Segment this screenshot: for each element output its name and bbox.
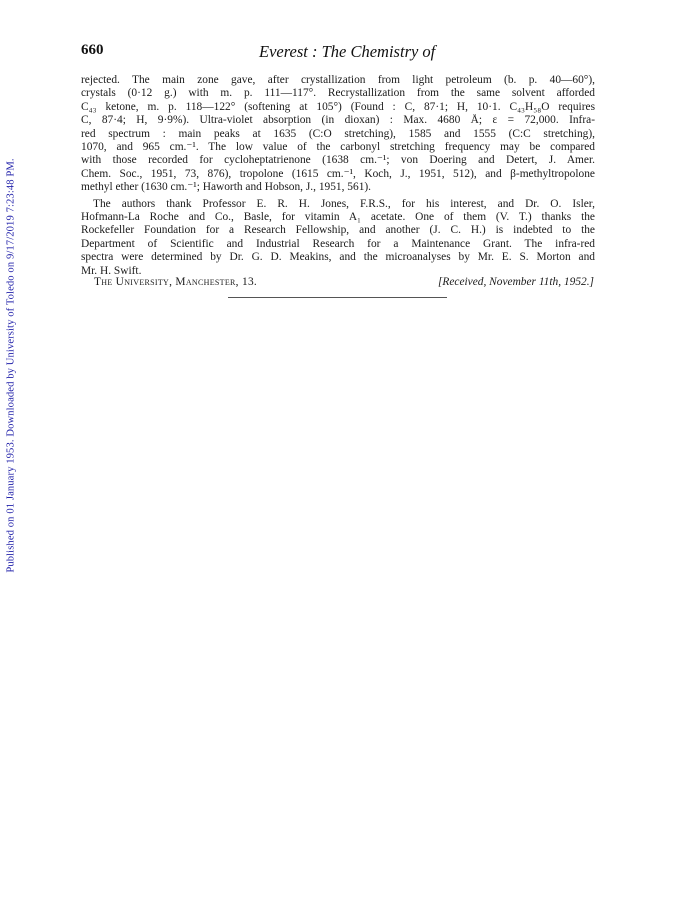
received-date: [Received, November 11th, 1952.] [437,276,594,288]
text-line: crystals (0·12 g.) with m. p. 111—117°. Recrystallization from the same solvent afforded [81,87,595,100]
end-of-article-rule [228,297,447,298]
text-line: with those recorded for cycloheptatrienone (1638 cm.⁻¹; von Doering and Detert, J. Amer. [81,154,595,167]
text-line: Mr. H. Swift. [81,264,142,277]
download-notice-text: Published on 01 January 1953. Downloaded by University of Toledo on 9/17/2019 7:23:48 PM. [5,157,17,573]
text-line: The authors thank Professor E. R. H. Jones, F.R.S., for his interest, and Dr. O. Isler, [93,197,595,210]
text-line: C₄₃ ketone, m. p. 118—122° (softening at 105°) (Found : C, 87·1; H, 10·1. C₄₃H₅₈O requires [81,100,595,113]
text-line: Chem. Soc., 1951, 73, 876), tropolone (1615 cm.⁻¹, Koch, J., 1951, 512), and β-methyltropolone [81,167,595,180]
text-line: Hofmann-La Roche and Co., Basle, for vitamin A₁ acetate. One of them (V. T.) thanks the [81,211,595,224]
running-title: Everest : The Chemistry of [259,42,436,61]
page-number: 660 [81,42,104,58]
article-body [81,74,595,278]
running-header [81,42,595,62]
experimental-paragraph [81,74,595,195]
text-line: C, 87·4; H, 9·9%). Ultra-violet absorption (in dioxan) : Max. 4680 Å; ε = 72,000. Infra- [81,114,595,127]
text-line: 1070, and 965 cm.⁻¹. The low value of the carbonyl stretching frequency may be compared [81,141,595,154]
acknowledgements-paragraph [81,198,595,278]
text-line: red spectrum : main peaks at 1635 (C:O stretching), 1585 and 1555 (C:C stretching), [81,127,595,140]
text-line: Department of Scientific and Industrial Research for a Maintenance Grant. The infra-red [81,237,595,250]
text-line: methyl ether (1630 cm.⁻¹; Haworth and Hobson, J., 1951, 561). [81,181,372,194]
affiliation: The University, Manchester, 13. [94,276,258,288]
text-line: spectra were determined by Dr. G. D. Meakins, and the microanalyses by Mr. E. S. Morton and [81,251,595,264]
article-footer [94,276,594,292]
text-line: rejected. The main zone gave, after crystallization from light petroleum (b. p. 40—60°), [81,74,595,86]
download-watermark [3,140,19,590]
text-line: Rockefeller Foundation for a Research Fellowship, and another (J. C. H.) is indebted to the [81,224,595,237]
